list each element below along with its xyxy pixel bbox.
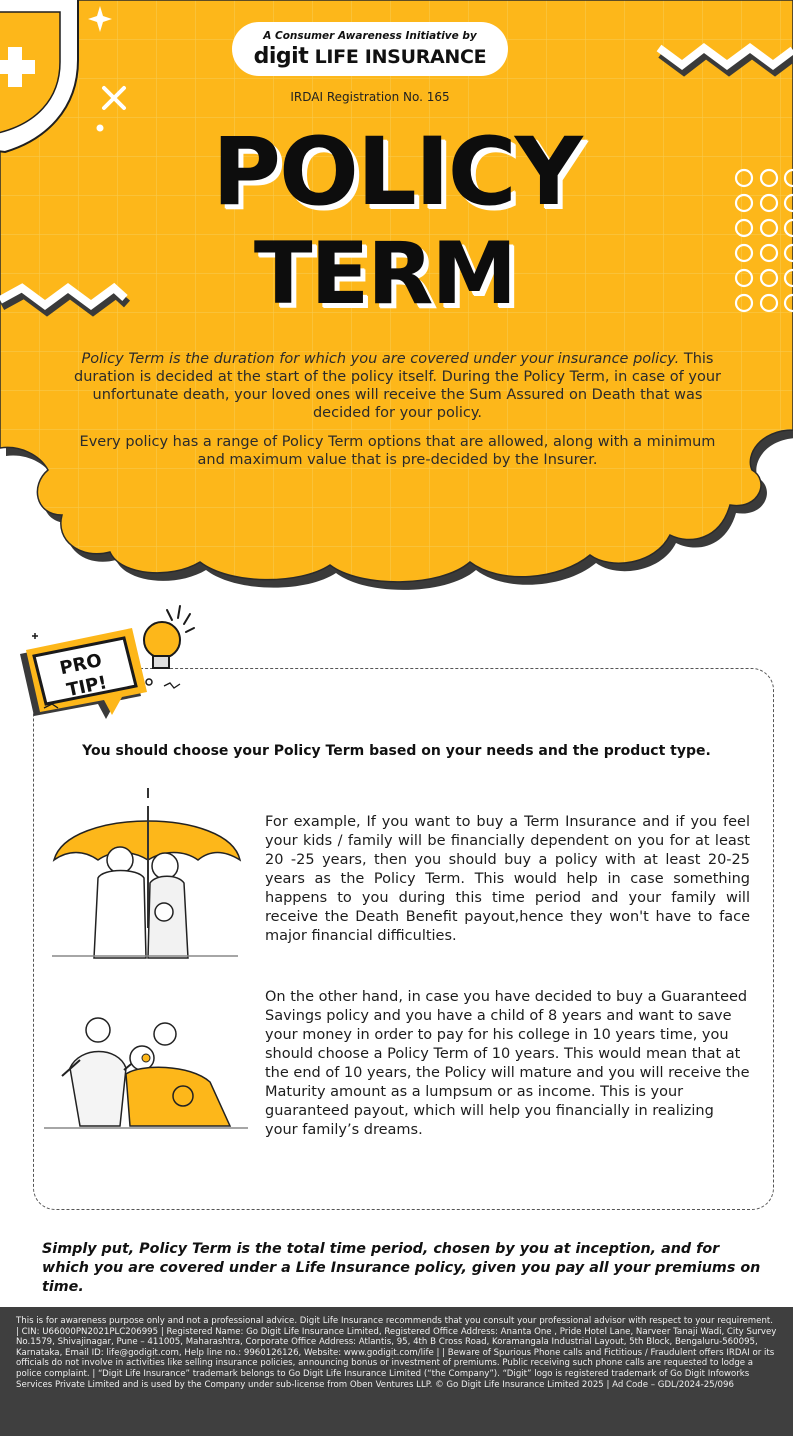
pro-tip-badge — [12, 600, 212, 720]
hero-section — [0, 0, 793, 590]
pro-tip-heading: You should choose your Policy Term based on your needs and the product type. — [82, 743, 711, 759]
page-title-line2: TERM — [253, 224, 516, 324]
brand-logo — [232, 44, 508, 69]
intro-paragraph-2: Every policy has a range of Policy Term options that are allowed, along with a minimum and maximum value that is pre-decided by the Insurer. — [79, 434, 716, 468]
brand-rest: LIFE INSURANCE — [314, 46, 487, 68]
pro-tip-line1: PRO — [57, 649, 104, 680]
intro-detail: This duration is decided at the start of the policy itself. During the Policy Term, in case of your unfortunate death, your loved ones will receive the Sum Assured on Death that was decided for your policy. — [73, 351, 721, 421]
intro-definition: Policy Term is the duration for which you are covered under your insurance policy. — [81, 351, 680, 367]
intro-paragraph-1 — [70, 350, 725, 422]
summary-text: Simply put, Policy Term is the total time period, chosen by you at inception, and for which you are covered under a Life Insurance policy, given you pay all your premiums on time. — [42, 1241, 761, 1295]
family-celebration-illustration — [40, 1008, 250, 1133]
initiative-text: A Consumer Awareness Initiative by — [263, 30, 477, 42]
brand-badge — [232, 22, 508, 76]
registration-number: IRDAI Registration No. 165 — [290, 90, 450, 104]
family-umbrella-illustration — [48, 788, 243, 960]
brand-digit: digit — [253, 44, 309, 69]
footer-disclaimer — [0, 1307, 793, 1436]
disclaimer-text: This is for awareness purpose only and not a professional advice. Digit Life Insurance recommends that you consult your professional advisor with respect to your requirement. | CIN: U66000PN2021PLC206995 | Registered Name: Go Digit Life Insurance Limited, Registered Office Address: Ananta One , Pride Hotel Lane, Narveer Tanaji Wadi, City Survey No.1579, Shivajinagar, Pune – 411005, Maharashtra, Corporate Office Address: Atlantis, 95, 4th B Cross Road, Koramangala Industrial Layout, 5th Block, Bengaluru-560095, Karnataka, Email ID: life@godigit.com, Help line no.: 9960126126, Website: www.godigit.com/life | | Beware of Spurious Phone calls and Fictitious / Fraudulent offers IRDAI or its officials do not involve in activities like selling insurance policies, announcing bonus or investment of premiums. Public receiving such phone calls are requested to lodge a police complaint. | “Digit Life Insurance” trademark belongs to Go Digit Life Insurance Limited (“the Company”). “Digit” logo is registered trademark of Go Digit Infoworks Services Private Limited and is used by the Company under sub-license from Oben Ventures LLP. © Go Digit Life Insurance Limited 2025 | Ad Code – GDL/2024-25/096 — [16, 1316, 777, 1390]
example-term-insurance: For example, If you want to buy a Term Insurance and if you feel your kids / family will be financially dependent on you for at least 20 -25 years, then you should buy a policy with at least 20-25 years as the Policy Term. This would help in case something happens to you during this time period and your family will receive the Death Benefit payout,hence they won't have to face major financial difficulties. — [265, 814, 750, 944]
intro-text — [70, 350, 725, 480]
example-guaranteed-savings: On the other hand, in case you have decided to buy a Guaranteed Savings policy and you have a child of 8 years and want to save your money in order to pay for his college in 10 years time, you should choose a Policy Term of 10 years. This would mean that at the end of 10 years, the Policy will mature and you will receive the Maturity amount as a lumpsum or as income. This is your guaranteed payout, which will help you financially in realizing your family’s dreams. — [265, 989, 750, 1138]
pro-tip-line2: TIP! — [64, 672, 109, 702]
page-title-line1: POLICY — [212, 118, 581, 227]
